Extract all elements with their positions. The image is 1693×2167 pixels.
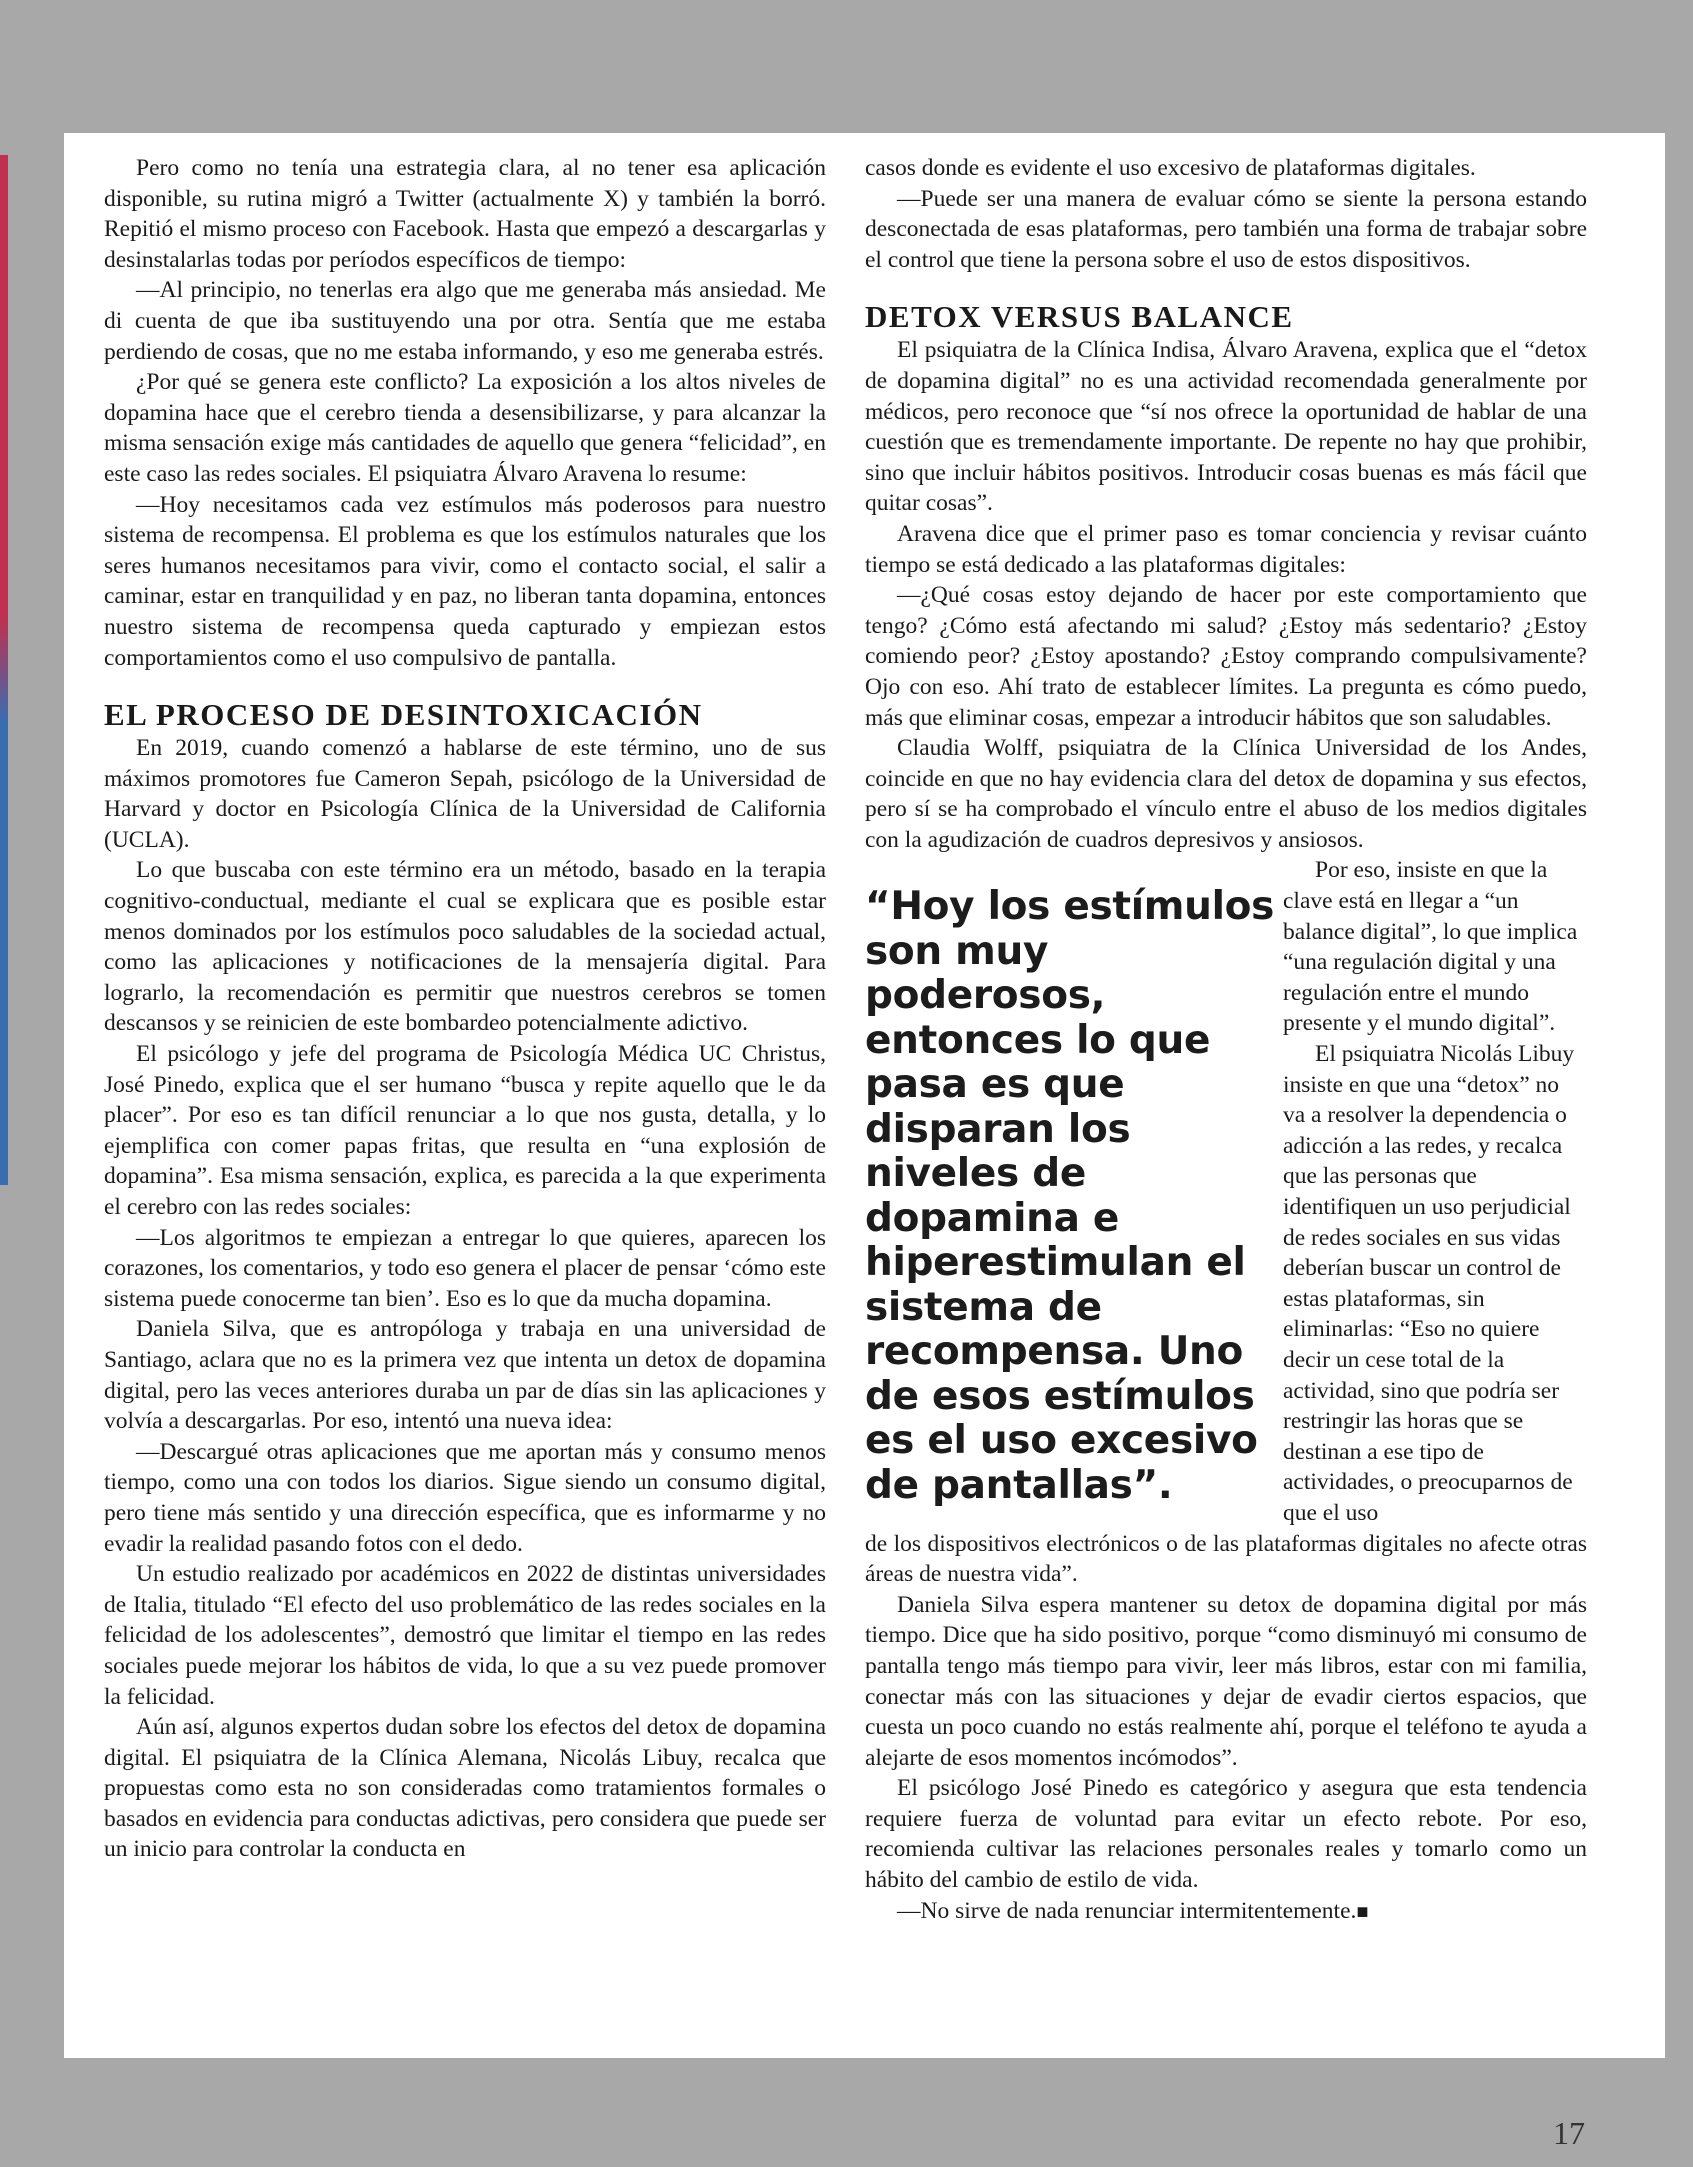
adjacent-page-edge: [0, 155, 8, 1185]
quote-side-text: [1275, 855, 1587, 1528]
paragraph: casos donde es evidente el uso excesivo de plataformas digitales.: [865, 155, 1476, 181]
paragraph: Claudia Wolff, psiquiatra de la Clínica Universidad de los Andes, coincide en que no hay evidencia clara del detox de dopamina y sus efectos, pero sí se ha comprobado el vínculo entre el abuso de los medios digitales con la agudización de cuadros depresivos y ansiosos.: [865, 735, 1587, 853]
end-of-article-mark: ■: [1356, 1900, 1369, 1923]
left-column: [104, 153, 826, 1865]
paragraph: —Los algoritmos te empiezan a entregar lo que quieres, aparecen los corazones, los comentarios, y todo eso genera el placer de pensar ‘cómo este sistema puede conocerme tan bien’. Eso es lo que da mucha dopamina.: [104, 1224, 826, 1312]
paragraph: —¿Qué cosas estoy dejando de hacer por este comportamiento que tengo? ¿Cómo está afectando mi salud? ¿Estoy más sedentario? ¿Estoy comiendo peor? ¿Estoy apostando? ¿Estoy comprando compulsivamente? Ojo con eso. Ahí trato de establecer límites. La pregunta es cómo puedo, más que eliminar cosas, empezar a introducir hábitos que son saludables.: [865, 582, 1587, 731]
paragraph: —Puede ser una manera de evaluar cómo se siente la persona estando desconectada de esas plataformas, pero también una forma de trabajar sobre el control que tiene la persona sobre el uso de estos dispositivos.: [865, 185, 1587, 273]
paragraph: El psiquiatra de la Clínica Indisa, Álvaro Aravena, explica que el “detox de dopamina digital” no es una actividad recomendada generalmente por médicos, pero reconoce que “sí nos ofrece la oportunidad de hablar de una cuestión que es tremendamente importante. De repente no hay que prohibir, sino que incluir hábitos positivos. Introducir cosas buenas es más fácil que quitar cosas”.: [865, 337, 1587, 517]
paragraph: Lo que buscaba con este término era un método, basado en la terapia cognitivo-conductual, mediante el cual se explicara que es posible estar menos dominados por los estímulos poco saludables de la sociedad actual, como las aplicaciones y notificaciones de la mensajería digital. Para lograrlo, la recomendación es permitir que nuestros cerebros se tomen descansos y se reinicien de este bombardeo potencialmente adictivo.: [104, 857, 826, 1037]
pull-quote: “Hoy los estímulos son muy poderosos, entonces lo que pasa es que disparan los niveles de dopamina e hiperestimulan el sistema de recompensa. Uno de esos estímulos es el uso excesivo de pantallas”.: [865, 884, 1275, 1508]
paragraph: Pero como no tenía una estrategia clara, al no tener esa aplicación disponible, su rutina migró a Twitter (actualmente X) y también la borró. Repitió el mismo proceso con Facebook. Hasta que empezó a descargarlas y desinstalarlas todas por períodos específicos de tiempo:: [104, 155, 826, 273]
pull-quote-block: [865, 855, 1587, 1528]
section-heading: EL PROCESO DE DESINTOXICACIÓN: [104, 697, 703, 733]
paragraph: de los dispositivos electrónicos o de las plataformas digitales no afecte otras áreas de nuestra vida”.: [865, 1530, 1587, 1588]
paragraph: Daniela Silva espera mantener su detox de dopamina digital por más tiempo. Dice que ha sido positivo, porque “como disminuyó mi consumo de pantalla tengo más tiempo para vivir, leer más libros, estar con mi familia, conectar más con las situaciones y dejar de evadir ciertos espacios, que cuesta un poco cuando no estás realmente ahí, porque el teléfono te ayuda a alejarte de esos momentos incómodos”.: [865, 1591, 1587, 1771]
paragraph: Por eso, insiste en que la clave está en llegar a “un balance digital”, lo que implica “una regulación digital y una regulación entre el mundo presente y el mundo digital”.: [1283, 857, 1578, 1037]
closing-line: —No sirve de nada renunciar intermitentemente.: [897, 1897, 1357, 1924]
final-paragraph: [865, 1896, 1587, 1928]
paragraph: —Descargué otras aplicaciones que me aportan más y consumo menos tiempo, como una con todos los diarios. Sigue siendo un consumo digital, pero tiene más sentido y una dirección específica, que es informarme y no evadir la realidad pasando fotos con el dedo.: [104, 1438, 826, 1557]
page-number: 17: [1553, 2115, 1585, 2151]
paragraph: Aravena dice que el primer paso es tomar conciencia y revisar cuánto tiempo se está dedicado a las plataformas digitales:: [865, 520, 1587, 578]
paragraph: El psiquiatra Nicolás Libuy insiste en que una “detox” no va a resolver la dependencia o adicción a las redes, y recalca que las personas que identifiquen un uso perjudicial de redes sociales en sus vidas deberían buscar un control de estas plataformas, sin eliminarlas: “Eso no quiere decir un cese total de la actividad, sino que podría ser restringir las horas que se destinan a ese tipo de actividades, o preocuparnos de que el uso: [1283, 1041, 1575, 1526]
paragraph: Un estudio realizado por académicos en 2022 de distintas universidades de Italia, titulado “El efecto del uso problemático de las redes sociales en la felicidad de los adolescentes”, demostró que limitar el tiempo en las redes sociales puede mejorar los hábitos de vida, lo que a su vez puede promover la felicidad.: [104, 1561, 826, 1710]
article-page: [64, 133, 1665, 2058]
paragraph: El psicólogo y jefe del programa de Psicología Médica UC Christus, José Pinedo, explica que el ser humano “busca y repite aquello que le da placer”. Por eso es tan difícil renunciar a lo que nos gusta, detalla, y lo ejemplifica con comer papas fritas, que resulta en “una explosión de dopamina”. Esa misma sensación, explica, es parecida a la que experimenta el cerebro con las redes sociales:: [104, 1041, 826, 1220]
section-heading: DETOX VERSUS BALANCE: [865, 299, 1294, 335]
paragraph: Daniela Silva, que es antropóloga y trabaja en una universidad de Santiago, aclara que no es la primera vez que intenta un detox de dopamina digital, pero las veces anteriores duraba un par de días sin las aplicaciones y volvía a descargarlas. Por eso, intentó una nueva idea:: [104, 1316, 826, 1435]
paragraph: El psicólogo José Pinedo es categórico y asegura que esta tendencia requiere fuerza de voluntad para evitar un efecto rebote. Por eso, recomienda cultivar las relaciones personales reales y tomarlo como un hábito del cambio de estilo de vida.: [865, 1775, 1587, 1894]
paragraph: ¿Por qué se genera este conflicto? La exposición a los altos niveles de dopamina hace que el cerebro tienda a desensibilizarse, y para alcanzar la misma sensación exige más cantidades de aquello que genera “felicidad”, en este caso las redes sociales. El psiquiatra Álvaro Aravena lo resume:: [104, 369, 826, 487]
paragraph: Aún así, algunos expertos dudan sobre los efectos del detox de dopamina digital. El psiquiatra de la Clínica Alemana, Nicolás Libuy, recalca que propuestas como esta no son consideradas como tratamientos formales o basados en evidencia para conductas adictivas, pero considera que puede ser un inicio para controlar la conducta en: [104, 1714, 826, 1863]
paragraph: En 2019, cuando comenzó a hablarse de este término, uno de sus máximos promotores fue Cameron Sepah, psicólogo de la Universidad de Harvard y doctor en Psicología Clínica de la Universidad de California (UCLA).: [104, 735, 826, 853]
paragraph: —Al principio, no tenerlas era algo que me generaba más ansiedad. Me di cuenta de que iba sustituyendo una por otra. Sentía que me estaba perdiendo de cosas, que no me estaba informando, y eso me generaba estrés.: [104, 277, 826, 365]
paragraph: —Hoy necesitamos cada vez estímulos más poderosos para nuestro sistema de recompensa. El problema es que los estímulos naturales que los seres humanos necesitamos para vivir, como el contacto social, el salir a caminar, estar en tranquilidad y en paz, no liberan tanta dopamina, entonces nuestro sistema de recompensa queda capturado y empiezan estos comportamientos como el uso compulsivo de pantalla.: [104, 491, 826, 671]
right-column: [865, 153, 1587, 1927]
